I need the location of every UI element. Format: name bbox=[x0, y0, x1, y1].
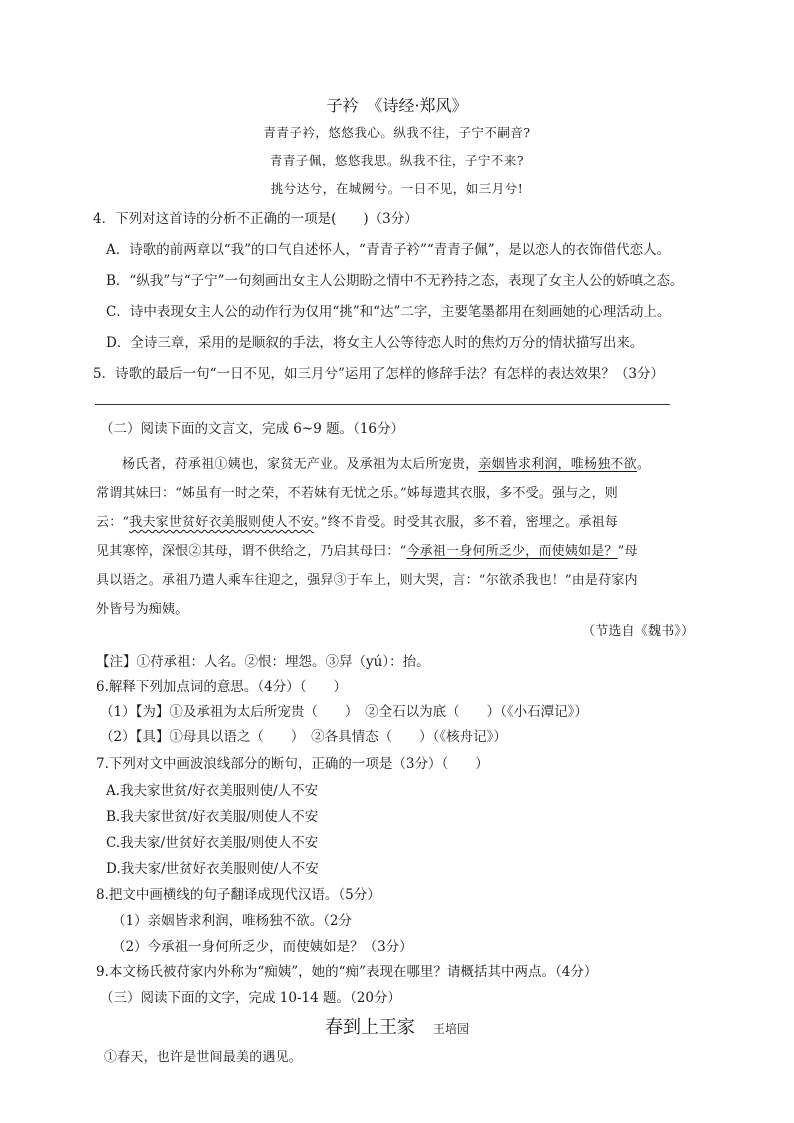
answer-line bbox=[95, 404, 670, 405]
passage-text: 杨氏者，苻承祖①姨也，家贫无产业。及承祖为太后所宠贵， bbox=[122, 457, 479, 472]
question-6-stem: 6.解释下列加点词的意思。（4分）（ ） bbox=[96, 679, 347, 695]
question-7-option-d: D.我夫家/世贫好衣美服则使/人不安 bbox=[106, 861, 319, 877]
passage-text: 。”终不肯受。时受其衣服，多不着，密埋之。承祖每 bbox=[314, 515, 619, 530]
question-8-item-1: （1）亲姻皆求利润，唯杨独不欲。（2分 bbox=[112, 913, 352, 929]
passage-source: （节选自《魏书》） bbox=[582, 624, 695, 639]
passage-text: ”母 bbox=[617, 544, 638, 559]
passage-text: 云：“ bbox=[96, 515, 130, 530]
question-9-stem: 9.本文杨氏被苻家内外称为“痴姨”，她的“痴”表现在哪里？请概括其中两点。（4分） bbox=[96, 964, 598, 980]
passage-text: 见其寒悴，深恨②其母，谓不供给之，乃启其母曰：“ bbox=[96, 544, 407, 559]
article-title: 春到上王家 bbox=[324, 1017, 415, 1038]
passage-note: 【注】①苻承祖：人名。②恨：埋怨。③舁（yú）：抬。 bbox=[96, 654, 430, 670]
section-2-heading: （二）阅读下面的文言文，完成 6~9 题。（16分） bbox=[100, 421, 404, 437]
article-paragraph-1: ①春天，也许是世间最美的遇见。 bbox=[104, 1050, 303, 1065]
underlined-sentence-2: 今承祖一身何所乏少，而使姨如是？ bbox=[406, 544, 618, 559]
passage-line-6: 外皆号为痴姨。 bbox=[96, 602, 189, 617]
poem-line-3: 挑兮达兮，在城阙兮。一日不见，如三月兮! bbox=[270, 181, 524, 196]
question-6-item-2: （2）【具】①母具以语之（ ） ②各具情态（ ）（《核舟记》） bbox=[100, 729, 507, 745]
wavy-underlined-sentence: 我夫家世贫好衣美服则使人不安 bbox=[129, 515, 315, 530]
question-4-option-c: C．诗中表现女主人公的动作行为仅用“挑”和“达”二字，主要笔墨都用在刻画她的心理活动上。 bbox=[106, 304, 671, 320]
underlined-sentence-1: 亲姻皆求利润，唯杨独不欲 bbox=[478, 457, 637, 472]
question-4-option-a: A．诗歌的前两章以“我”的口气自述怀人，“青青子衿”“青青子佩”，是以恋人的衣饰借代恋人。 bbox=[106, 242, 671, 258]
question-8-item-2: （2）今承祖一身何所乏少，而使姨如是？（3分） bbox=[112, 939, 413, 955]
passage-line-1 bbox=[122, 453, 650, 472]
passage-text: 。 bbox=[636, 457, 651, 472]
passage-line-5: 具以语之。承祖乃遣人乘车往迎之，强舁③于车上，则大哭，言：“尔欲杀我也！”由是苻家内 bbox=[96, 573, 638, 588]
question-7-option-a: A.我夫家世贫/好衣美服则使/人不安 bbox=[106, 783, 319, 799]
passage-line-3 bbox=[96, 511, 618, 530]
poem-line-2: 青青子佩，悠悠我思。纵我不往，子宁不来? bbox=[269, 153, 525, 168]
poem-line-1: 青青子衿，悠悠我心。纵我不往，子宁不嗣音? bbox=[263, 125, 531, 140]
section-3-heading: （三）阅读下面的文字，完成 10-14 题。（20分） bbox=[100, 990, 401, 1006]
question-6-item-1: （1）【为】①及承祖为太后所宠贵（ ） ②全石以为底（ ）（《小石潭记》） bbox=[100, 704, 588, 720]
passage-line-4 bbox=[96, 540, 638, 559]
question-5-stem: 5．诗歌的最后一句“一日不见，如三月兮”运用了怎样的修辞手法？有怎样的表达效果？（3分） bbox=[93, 366, 664, 382]
question-8-stem: 8.把文中画横线的句子翻译成现代汉语。（5分） bbox=[96, 887, 381, 903]
question-4-option-d: D．全诗三章，采用的是顺叙的手法，将女主人公等待恋人时的焦灼万分的情状描写出来。 bbox=[106, 335, 644, 351]
article-author: 王培园 bbox=[432, 1022, 469, 1036]
poem-title: 子衿 《诗经·郑风》 bbox=[326, 96, 468, 115]
question-7-stem: 7.下列对文中画波浪线部分的断句，正确的一项是（3分）（ ） bbox=[96, 756, 489, 772]
question-4-stem: 4．下列对这首诗的分析不正确的一项是( )（3分） bbox=[93, 211, 418, 227]
question-4-option-b: B．“纵我”与“子宁”一句刻画出女主人公期盼之情中不无矜持之态，表现了女主人公的娇嗔之态。 bbox=[106, 273, 684, 289]
article-title-row bbox=[0, 1013, 794, 1039]
question-7-option-c: C.我夫家/世贫好衣美服/则使人不安 bbox=[106, 835, 319, 851]
passage-line-2: 常谓其妹曰：“姊虽有一时之荣，不若妹有无忧之乐。”姊每遗其衣服，多不受。强与之，则 bbox=[96, 486, 618, 501]
question-7-option-b: B.我夫家世贫/好衣美服/则使人不安 bbox=[106, 809, 319, 825]
